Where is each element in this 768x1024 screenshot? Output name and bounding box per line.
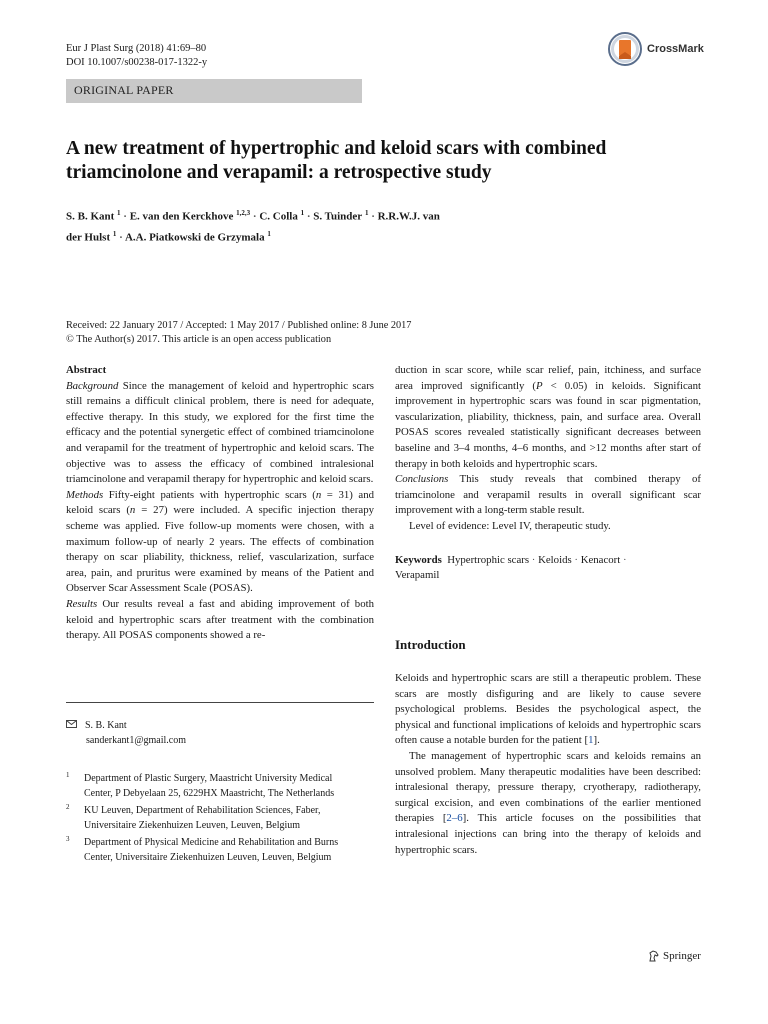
keyword-separator: ·: [622, 553, 627, 566]
abstract-background: [66, 379, 374, 488]
author-affiliation-ref: 1: [364, 209, 369, 217]
affiliation-3: [66, 835, 372, 865]
results-text-left: Our results reveal a fast and abiding improvement of both keloid and hypertrophic scars after treatment with the combination therapy. All POSAS components showed a re-: [66, 597, 374, 642]
publication-dates: [66, 319, 411, 347]
keyword-item[interactable]: Keloids: [538, 553, 572, 566]
envelope-icon: [66, 718, 80, 733]
article-type-banner: ORIGINAL PAPER: [66, 79, 362, 103]
methods-text-3: = 27) were included. A specific injection therapy scheme was applied. Five follow-up moments were chosen, with a maximum follow-up of nearly 2 years. The effects of combination therapy on scar pliability, thickness, relief, vascularization, surface area, pain, and pruritus were examined by means of the Patient and Observer Scar Assessment Scale (POSAS).: [66, 504, 374, 595]
affiliation-number: 1: [66, 771, 70, 779]
abstract-left-column: [66, 363, 374, 644]
intro-paragraph-1: [395, 671, 701, 749]
conclusions-text: This study reveals that combined therapy of triamcinolone and verapamil results in overall significant scar improvement with a long-term stable result.: [395, 473, 701, 517]
intro-p2-text: The management of hypertrophic scars and keloids remains an unsolved problem. Many therapeutic modalities have been described: intralesional therapy, pressure therapy, cryotherapy, radiotherapy, surgical excision, and even combinations of the earlier mentioned therapies [: [395, 749, 701, 825]
author-separator: ·: [252, 210, 257, 223]
keywords: [395, 553, 701, 584]
affiliation-1: [66, 771, 372, 801]
keyword-item[interactable]: Verapamil: [395, 569, 440, 582]
results-text-right-2: < 0.05) in keloids. Significant improvement in hypertrophic scars was found in scar pigmentation, vascularization, pliability, thickness, pain, and surface area. Overall POSAS scores revealed statistically significant decreases between baseline and 3–4 months, 4–6 months, and >12 months after start of therapy in both keloids and hypertrophic scars.: [395, 379, 701, 470]
title-line-2: triamcinolone and verapamil: a retrospective study: [66, 162, 492, 183]
keyword-item[interactable]: Kenacort: [580, 553, 621, 566]
springer-horse-icon: [648, 950, 660, 962]
abstract-heading: Abstract: [66, 364, 107, 376]
author-name[interactable]: R.R.W.J. van: [377, 210, 440, 223]
p-symbol: P: [536, 379, 543, 392]
author-name[interactable]: A.A. Piatkowski de Grzymala: [124, 231, 265, 244]
n-symbol: n: [315, 488, 322, 501]
results-text-right-1: duction in scar score, while scar relief, pain, itchiness, and surface area improved significantly (: [395, 364, 701, 392]
author-affiliation-ref: 1: [300, 209, 305, 217]
author-list: [66, 205, 526, 246]
keyword-item[interactable]: Hypertrophic scars: [447, 553, 530, 566]
article-title: [66, 137, 726, 185]
introduction-heading: Introduction: [395, 637, 466, 652]
copyright-line: © The Author(s) 2017. This article is an open access publication: [66, 334, 332, 345]
publisher-name: Springer: [663, 950, 701, 962]
affiliation-line: Universitaire Ziekenhuizen Leuven, Leuven, Belgium: [84, 820, 301, 831]
affiliation-line: Center, Universitaire Ziekenhuizen Leuven, Leuven, Belgium: [84, 852, 332, 863]
author-affiliation-ref: 1: [112, 229, 117, 238]
author-name[interactable]: S. B. Kant: [66, 210, 115, 223]
keyword-separator: ·: [531, 553, 536, 566]
journal-citation: Eur J Plast Surg (2018) 41:69–80: [66, 43, 207, 54]
doi-link[interactable]: DOI 10.1007/s00238-017-1322-y: [66, 57, 208, 68]
affiliation-line: Center, P Debyelaan 25, 6229HX Maastricht, The Netherlands: [84, 788, 335, 799]
conclusions-label: Conclusions: [395, 473, 449, 486]
author-name[interactable]: der Hulst: [66, 231, 111, 244]
affiliation-line: KU Leuven, Department of Rehabilitation Sciences, Faber,: [84, 805, 321, 816]
title-line-1: A new treatment of hypertrophic and keloid scars with combined: [66, 138, 607, 159]
level-of-evidence: Level of evidence: Level IV, therapeutic study.: [409, 519, 611, 532]
keyword-separator: ·: [574, 553, 578, 566]
abstract-results-start: [66, 597, 374, 644]
affiliation-line: Department of Physical Medicine and Rehabilitation and Burns: [84, 837, 339, 848]
intro-p2-end: ]. This article focuses on the possibilities that intralesional injections can bring into the therapy of keloids and hypertrophic scars.: [395, 812, 702, 856]
journal-meta: [66, 42, 207, 70]
introduction-body: [395, 671, 701, 858]
intro-p1-end: ].: [593, 734, 600, 747]
affiliation-number: 2: [66, 803, 70, 811]
background-text: Since the management of keloid and hypertrophic scars still remains a difficult clinical problem, there is need for adequate, effective therapy. In this study, we explored for the first time the efficacy and the potential synergetic effect of combined triamcinolone and verapamil for the treatment of hypertrophic and keloid scars. The objective was to assess the efficacy of combined intralesional triamcinolone and verapamil therapy for hypertrophic and keloid scars.: [66, 379, 374, 486]
footnote-divider: [66, 702, 374, 703]
abstract-conclusions: [395, 472, 701, 519]
received-accepted-published: Received: 22 January 2017 / Accepted: 1 May 2017 / Published online: 8 June 2017: [66, 320, 412, 331]
keywords-label: Keywords: [395, 553, 442, 566]
crossmark-label: CrossMark: [647, 43, 704, 55]
methods-label: Methods: [66, 488, 104, 501]
author-name[interactable]: S. Tuinder: [313, 210, 363, 223]
intro-paragraph-2: [395, 749, 701, 858]
n-symbol: n: [129, 504, 136, 517]
correspondence-email[interactable]: sanderkant1@gmail.com: [86, 735, 187, 746]
crossmark-badge[interactable]: [608, 32, 704, 66]
affiliation-line: Department of Plastic Surgery, Maastricht University Medical: [84, 773, 333, 784]
methods-text-2: = 31) and keloid scars (: [66, 488, 374, 517]
author-separator: ·: [306, 210, 311, 223]
author-affiliation-ref: 1: [117, 209, 121, 217]
citation-link[interactable]: 1: [588, 734, 594, 747]
background-label: Background: [66, 379, 119, 392]
crossmark-icon: [608, 32, 642, 66]
author-name[interactable]: C. Colla: [259, 210, 298, 223]
abstract-methods: [66, 488, 374, 597]
correspondence: [66, 718, 186, 748]
author-name[interactable]: E. van den Kerckhove: [129, 210, 234, 223]
author-separator: ·: [123, 210, 127, 223]
author-affiliation-ref: 1,2,3: [236, 209, 251, 217]
author-separator: ·: [371, 210, 375, 223]
abstract-right-column: [395, 363, 701, 584]
results-label: Results: [66, 597, 98, 610]
affiliation-2: [66, 803, 372, 833]
methods-text-1: Fifty-eight patients with hypertrophic scars (: [103, 488, 316, 501]
intro-p1-text: Keloids and hypertrophic scars are still a therapeutic problem. These scars are mostly disfiguring and are likely to cause severe psychological problems. Besides the psychological aspect, the physical and functional implications of keloids and hypertrophic scars often cause a notable burden for the patient [: [395, 672, 701, 747]
abstract-results-continued: [395, 363, 701, 472]
correspondence-name: S. B. Kant: [85, 720, 127, 731]
publisher-logo: [648, 950, 701, 962]
citation-link[interactable]: 2–6: [446, 812, 463, 825]
author-affiliation-ref: 1: [267, 229, 271, 238]
affiliation-number: 3: [66, 835, 70, 843]
author-separator: ·: [119, 231, 123, 244]
